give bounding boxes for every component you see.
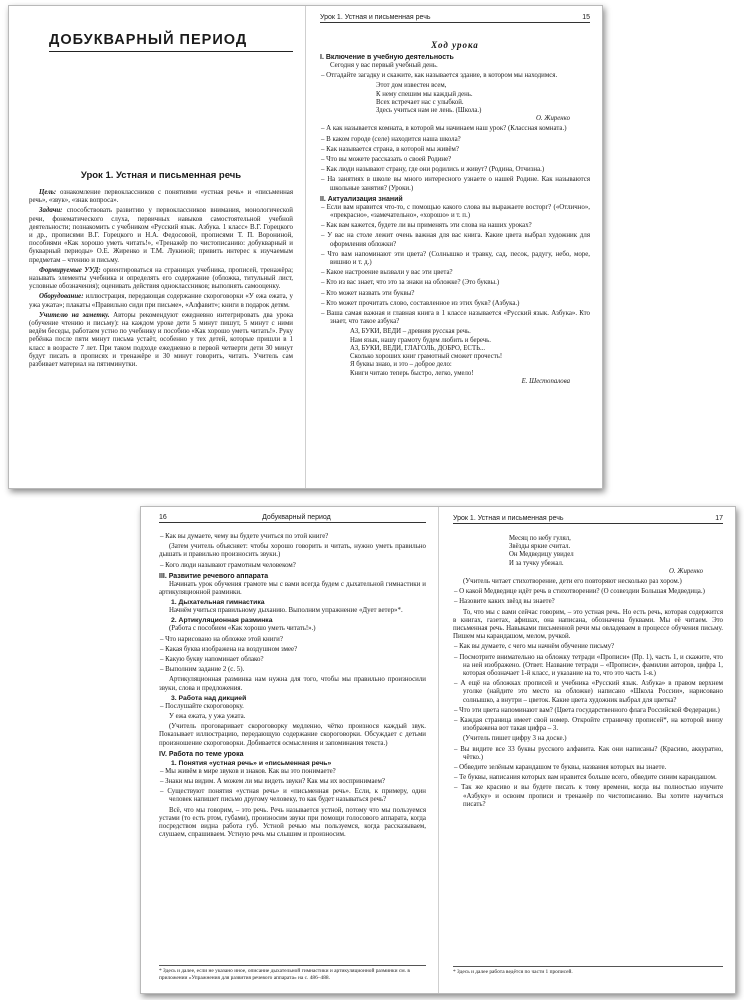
subsection-heading: 1. Дыхательная гимнастика xyxy=(171,599,265,607)
dialog-line: – Мы живём в мире звуков и знаков. Как вы это понимаете? xyxy=(160,767,336,775)
paragraph: (Затем учитель объясняет: чтобы хорошо говорить и читать, нужно уметь правильно дышать и правильно произносить звуки.) xyxy=(159,543,426,559)
running-head xyxy=(453,515,723,524)
poem-author: О. Жиренко xyxy=(668,567,703,575)
lesson-intro-text xyxy=(29,189,293,369)
dialog-line: – На занятиях в школе вы много интересного узнаете о нашей Родине. Как называются школьные занятия? (Уроки.) xyxy=(321,176,590,192)
poem-line: И за тучку убежал. xyxy=(509,559,564,567)
dialog-line: – Посмотрите внимательно на обложку тетради «Прописи» (Пр. 1), часть 1, и скажите, что на ней изображено. (Ответ. Название тетради – «Прописи», фамилии авторов, цифра 1, которая обозначает 1-й класс, и указание на то, что это часть 1-я.) xyxy=(454,653,723,678)
dialog-line: – Те буквы, написания которых вам нравится больше всего, обведите синим карандашом. xyxy=(454,774,717,782)
poem-line: Книги читаю теперь быстро, легко, умело! xyxy=(350,369,474,377)
dialog-line: – Как люди называют страну, где они родились и живут? (Родина, Отчизна.) xyxy=(321,166,545,174)
paragraph: Начинать урок обучения грамоте мы с вами всегда будем с дыхательной гимнастики и артикуляционной разминки. xyxy=(159,580,426,597)
dialog-line: – Ваша самая важная и главная книга в 1 классе называется «Русский язык. Азбука». Кто знает, что такое азбука? xyxy=(321,310,590,326)
dialog-line: – О какой Медведице идёт речь в стихотворении? (О созвездии Большая Медведица.) xyxy=(454,588,705,596)
dialog-line: – Послушайте скороговорку. xyxy=(160,702,244,710)
page-number: 17 xyxy=(715,515,723,522)
section-text xyxy=(159,581,426,597)
dialog-line: – Как называется страна, в которой мы живём? xyxy=(321,145,459,153)
top-book-spread xyxy=(8,5,603,489)
footnote: * Здесь и далее, если не указано иное, описание дыхательной гимнастики и артикуляционной разминки см. в приложении «Упражнения для развития речевого аппарата» на с. 486–488. xyxy=(159,965,426,981)
dialog-line: – Знаки мы видим. А можем ли мы видеть звуки? Как мы их воспринимаем? xyxy=(160,778,385,786)
dialog-line: – У вас на столе лежит очень важная для вас книга. Какие цвета выбрал художник для оформления обложки? xyxy=(321,232,590,248)
paragraph: Сегодня у вас первый учебный день. xyxy=(330,62,438,69)
riddle-poem xyxy=(376,82,590,123)
section-text xyxy=(159,625,426,692)
dialog-line: – Что вам напоминают эти цвета? (Солнышко и травку, сад, песок, радугу, небо, море, вишню и т. д.) xyxy=(321,250,590,267)
poem-line: Сколько хороших книг грамотный сможет прочесть! xyxy=(350,353,503,361)
poem-line: АЗ, БУКИ, ВЕДИ – древняя русская речь. xyxy=(350,328,471,336)
chapter-title: ДОБУКВАРНЫЙ ПЕРИОД xyxy=(49,32,293,52)
poem-line: Месяц по небу гулял, xyxy=(509,535,571,542)
dialog-line: – Так же красиво и вы будете писать к тому времени, когда вы полностью изучите «Азбуку» и освоим прописи и тренажёр по чистописанию. Вы хотите научиться писать? xyxy=(454,784,723,808)
running-head-title: Добукварный период xyxy=(262,514,331,521)
page-number: 16 xyxy=(159,514,167,521)
paragraph: (Учитель читает стихотворение, дети его повторяют несколько раз хором.) xyxy=(463,578,682,586)
paragraph: Артикуляционная разминка нам нужна для того, чтобы мы правильно произносили звуки, слова и предложения. xyxy=(159,676,426,692)
dialog-line: – Что вы можете рассказать о своей Родине? xyxy=(321,156,452,164)
dialog-line: – Кто может назвать эти буквы? xyxy=(321,289,415,297)
section-text xyxy=(159,607,426,615)
paragraph: Начнём учиться правильному дыханию. Выполним упражнение «Дует ветер»*. xyxy=(169,607,403,615)
dialog-line: – Отгадайте загадку и скажите, как называется здание, в котором мы находимся. xyxy=(321,72,558,80)
paragraph: Цель: ознакомление первоклассников с понятиями «устная речь» и «письменная речь», «звук», «знак вопроса». xyxy=(29,189,293,205)
paragraph: У ежа ежата, у ужа ужата. xyxy=(169,713,246,721)
bottom-book-spread xyxy=(140,506,736,994)
subsection-heading: 3. Работа над дикцией xyxy=(171,694,247,702)
page-left-16 xyxy=(141,507,438,993)
poem-line: Нам язык, нашу грамоту будем любить и беречь. xyxy=(350,336,491,344)
dialog-line: – Вы видите все 33 буквы русского алфавита. Как они написаны? (Красиво, аккуратно, чётко.) xyxy=(454,745,723,761)
poem-line: Здесь учиться нам не лень. (Школа.) xyxy=(376,107,482,115)
footnote: * Здесь и далее работа ведётся по части 1 прописей. xyxy=(453,966,723,976)
poem-author: О. Жиренко xyxy=(535,115,570,123)
section-text xyxy=(320,125,590,192)
paragraph: (Работа с пособием «Как хорошо уметь читать!».) xyxy=(169,625,316,633)
dialog-line: – Если вам нравится что-то, с помощью какого слова вы выражаете восторг? («Отлично», «прекрасно», «замечательно», «хорошо» и т. п.) xyxy=(321,203,590,220)
dialog-line: – Кто может прочитать слово, составленное из этих букв? (Азбука.) xyxy=(321,299,520,307)
running-head xyxy=(159,514,426,523)
dialog-line: – Как вы думаете, с чего мы начнём обучение письму? xyxy=(454,643,615,651)
poem-author: Е. Шестопалова xyxy=(521,377,570,385)
page-number: 15 xyxy=(582,14,590,21)
running-head xyxy=(320,14,590,23)
section-text xyxy=(159,768,426,840)
poem-line: Он Медведицу увидел xyxy=(509,551,574,559)
paragraph: Формируемые УУД: ориентироваться на страницах учебника, прописей, тренажёра; называть элементы учебника и определять его содержание (обложка, титульный лист, условные обозначения); оценивать действия одноклассников; выполнять самооценку. xyxy=(29,266,293,291)
section-text xyxy=(453,578,723,809)
moon-poem xyxy=(509,535,723,576)
alphabet-poem xyxy=(350,328,590,385)
page-left-chapter xyxy=(9,6,305,488)
dialog-line: – Какую букву напоминает облако? xyxy=(160,656,264,664)
lesson-title: Урок 1. Устная и письменная речь xyxy=(80,170,242,181)
poem-line: Я буквы знаю, и это – доброе дело: xyxy=(350,361,452,369)
section-text xyxy=(159,533,426,570)
paragraph: Учителю на заметку. Авторы рекомендуют ежедневно интегрировать два урока (обучение чтению и письму): на каждом уроке дети 5 минут пишут, 5 минут с ними ведём беседы, работаем устно по учебнику и пособию «Как хорошо уметь читать!». Руку ребёнка после пяти минут письма устаёт, особенно у тех детей, которые пришли в 1 класс в возрасте 7 лет. При таком подходе ежедневно в первой четверти дети 30 минут будут писать в прописях и тренажёре и 30 минут говорить, читать. Учитель сам разбивает материал на пятиминутки. xyxy=(29,311,294,369)
dialog-line: – Выполним задание 2 (с. 5). xyxy=(160,666,245,674)
poem-line: Звёзды яркие считал. xyxy=(509,543,571,551)
dialog-line: – Назовите каких звёзд вы знаете? xyxy=(454,598,555,606)
page-right-15 xyxy=(306,6,602,488)
dialog-line: – Что нарисовано на обложке этой книги? xyxy=(160,635,283,643)
dialog-line: – Кто из вас знает, что это за знаки на обложке? (Это буквы.) xyxy=(321,279,500,287)
paragraph: То, что мы с вами сейчас говорим, – это устная речь. Но есть речь, которая содержится в книгах, газетах, афишах, она написана, обозначена буквами. Мы её читаем. Это письменная речь. Навыками письменной речи мы овладеваем в процессе обучения письму. Пишем мы карандашом, мелом, ручкой. xyxy=(453,608,723,641)
subsection-heading: 1. Понятия «устная речь» и «письменная речь» xyxy=(171,759,332,767)
paragraph: Задачи: способствовать развитию у первоклассников внимания, монологической речи, фонематического слуха, первичных навыков самостоятельной учебной деятельности; познакомить с учебником «Русский язык. Азбука. 1 класс» В.Г. Горецкого и др., прописями В.Г. Горецкого и Н.А. Федосовой, прописями Т. П. Ворониной, пособиями «Как хорошо уметь читать!», «Тренажёр по чистописанию: добукварный и букварный периоды» О.Е. Жиренко и Т.М. Лукиной; привить интерес к изучаемым предметам – чтению и письму. xyxy=(29,207,293,264)
section-text xyxy=(320,204,590,327)
poem-line: АЗ, БУКИ, ВЕДИ, ГЛАГОЛЬ, ДОБРО, ЕСТЬ... xyxy=(350,344,486,352)
dialog-line: – Как вы думаете, чему вы будете учиться по этой книге? xyxy=(160,533,329,540)
paragraph: (Учитель проговаривает скороговорку медленно, чётко произнося каждый звук. Показывает иллюстрацию, передающую содержание скороговорки. Обсуждает с детьми произношение скороговорки. Добивается осмысления и запоминания текста.) xyxy=(159,723,426,747)
section-text xyxy=(159,703,426,748)
lesson-flow-heading: Ход урока xyxy=(431,40,479,50)
subsection-heading: 2. Артикуляционная разминка xyxy=(171,617,273,625)
dialog-line: – Каждая страница имеет свой номер. Откройте страничку прописей*, на которой внизу изображена вот такая цифра – 3. xyxy=(454,717,723,733)
paragraph: Оборудование: иллюстрация, передающая содержание скороговорки «У ежа ежата, у ужа ужата»; плакаты «Правильно сиди при письме», «Алфавит»; книги в подарок детям. xyxy=(29,293,293,309)
running-head-title: Урок 1. Устная и письменная речь xyxy=(453,515,564,522)
dialog-line: – А ещё на обложках прописей и учебника «Русский язык. Азбука» в правом верхнем уголке (найдите это место на обложке) написано «Школа России», нарисовано солнышко, а внутри – цветок. Какие цвета художник выбрал для цветка? xyxy=(454,680,723,704)
paragraph: Всё, что мы говорим, – это речь. Речь называется устной, потому что мы пользуемся устами (то есть ртом, губами), произносим звуки при помощи голосового аппарата, когда посредством видна работа губ. Устной речью мы пользуемся, когда рассказываем, слушаем, спрашиваем. Устную речь мы слышим и произносим. xyxy=(159,806,426,839)
dialog-line: – В каком городе (селе) находится наша школа? xyxy=(321,135,461,143)
section-heading: I. Включение в учебную деятельность xyxy=(320,54,454,61)
poem-line: Всех встречает нас с улыбкой. xyxy=(376,98,464,106)
section-heading: II. Актуализация знаний xyxy=(320,195,403,203)
dialog-line: – А как называется комната, в которой мы начинаем наш урок? (Классная комната.) xyxy=(321,125,567,133)
dialog-line: – Как вам кажется, будете ли вы применять эти слова на наших уроках? xyxy=(321,222,532,230)
paragraph: (Учитель пишет цифру 3 на доске.) xyxy=(463,735,567,743)
dialog-line: – Существуют понятия «устная речь» и «письменная речь». Если, к примеру, один человек напишет письмо другому человеку, то как будет называться речь? xyxy=(160,788,426,804)
section-heading: III. Развитие речевого аппарата xyxy=(159,572,269,580)
section-heading: IV. Работа по теме урока xyxy=(159,750,244,758)
dialog-line: – Что эти цвета напоминают вам? (Цвета государственного флага Российской Федерации.) xyxy=(454,706,720,714)
dialog-line: – Кого люди называют грамотным человеком? xyxy=(160,561,296,569)
dialog-line: – Какая буква изображена на воздушном змее? xyxy=(160,645,298,653)
section-text xyxy=(320,62,590,80)
page-right-17 xyxy=(439,507,735,993)
dialog-line: – Какое настроение вызвали у вас эти цвета? xyxy=(321,269,453,277)
dialog-line: – Обведите зелёным карандашом те буквы, названия которых вы знаете. xyxy=(454,764,667,772)
poem-line: Этот дом известен всем, xyxy=(376,82,447,90)
running-head-title: Урок 1. Устная и письменная речь xyxy=(320,14,431,21)
poem-line: К нему спешим мы каждый день. xyxy=(376,90,473,98)
